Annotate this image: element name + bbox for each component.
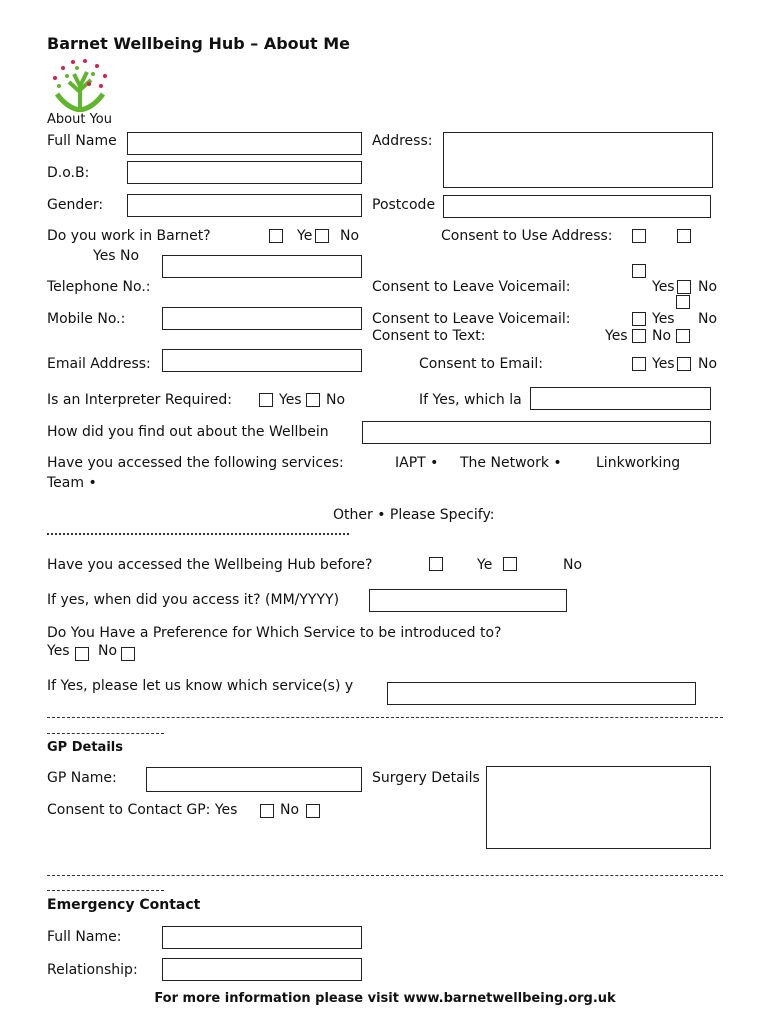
work-in-barnet-no-checkbox[interactable] [315, 229, 329, 243]
divider-1-wrap [47, 733, 164, 734]
consent-voicemail2-label: Consent to Leave Voicemail: [372, 311, 571, 327]
consent-voicemail-no-label: No [698, 279, 718, 295]
address-field[interactable] [443, 132, 713, 188]
which-services-label: If Yes, please let us know which service(s) y [47, 678, 354, 694]
which-language-field[interactable] [530, 387, 711, 410]
surgery-details-label: Surgery Details [372, 770, 480, 786]
other-specify-dotted-line[interactable] [47, 533, 349, 535]
service-linkworking: Linkworking [596, 455, 681, 471]
consent-email-yes-label: Yes [652, 356, 675, 372]
wrapped-yes-no-label: Yes No [93, 248, 140, 264]
full-name-field[interactable] [127, 132, 362, 155]
preference-yes-label: Yes [47, 643, 70, 659]
consent-voicemail-yes-label: Yes [652, 279, 675, 295]
other-specify-label: Other • Please Specify: [333, 507, 495, 523]
consent-text-label: Consent to Text: [372, 328, 486, 344]
accessed-hub-no-label: No [563, 557, 583, 573]
work-in-barnet-label: Do you work in Barnet? [47, 228, 211, 244]
divider-2 [47, 875, 723, 876]
work-in-barnet-no-label: No [340, 228, 360, 244]
services-accessed-label: Have you accessed the following services: [47, 455, 344, 471]
mobile-label: Mobile No.: [47, 311, 126, 327]
section-about-you: About You [47, 112, 112, 127]
accessed-hub-no-checkbox[interactable] [503, 557, 517, 571]
work-in-barnet-ye-label: Ye [297, 228, 313, 244]
gender-label: Gender: [47, 197, 104, 213]
preference-no-checkbox[interactable] [121, 647, 135, 661]
preference-label: Do You Have a Preference for Which Service to be introduced to? [47, 625, 502, 641]
consent-voicemail-no-checkbox[interactable] [676, 295, 690, 309]
consent-text-yes-label: Yes [605, 328, 628, 344]
email-field[interactable] [162, 349, 362, 372]
service-iapt: IAPT • [395, 455, 439, 471]
gp-name-label: GP Name: [47, 770, 117, 786]
page-title: Barnet Wellbeing Hub – About Me [47, 34, 351, 53]
consent-email-no-checkbox[interactable] [677, 357, 691, 371]
consent-voicemail-label: Consent to Leave Voicemail: [372, 279, 571, 295]
dob-field[interactable] [127, 161, 362, 184]
consent-text-yes-checkbox[interactable] [632, 329, 646, 343]
accessed-hub-label: Have you accessed the Wellbeing Hub before? [47, 557, 373, 573]
consent-gp-no-checkbox[interactable] [306, 804, 320, 818]
telephone-label: Telephone No.: [47, 279, 151, 295]
consent-address-label: Consent to Use Address: [441, 228, 613, 244]
tree-hands-logo-icon [47, 56, 113, 112]
dob-label: D.o.B: [47, 165, 90, 181]
consent-gp-label: Consent to Contact GP: Yes [47, 802, 238, 818]
gp-name-field[interactable] [146, 767, 362, 792]
consent-email-label: Consent to Email: [419, 356, 543, 372]
consent-gp-no-label: No [280, 802, 300, 818]
consent-voicemail2-yes-label: Yes [652, 311, 675, 327]
footer-text: For more information please visit www.barnetwellbeing.org.uk [154, 991, 616, 1006]
interpreter-label: Is an Interpreter Required: [47, 392, 232, 408]
work-in-barnet-yes-checkbox[interactable] [269, 229, 283, 243]
relationship-label: Relationship: [47, 962, 138, 978]
consent-email-yes-checkbox[interactable] [632, 357, 646, 371]
preference-yes-checkbox[interactable] [75, 647, 89, 661]
email-label: Email Address: [47, 356, 151, 372]
relationship-field[interactable] [162, 958, 362, 981]
telephone-field[interactable] [162, 255, 362, 278]
full-name-label: Full Name [47, 133, 117, 149]
interpreter-no-checkbox[interactable] [306, 393, 320, 407]
ec-full-name-field[interactable] [162, 926, 362, 949]
surgery-details-field[interactable] [486, 766, 711, 849]
interpreter-no-label: No [326, 392, 346, 408]
divider-2-wrap [47, 890, 164, 891]
postcode-field[interactable] [443, 195, 711, 218]
consent-text-no-checkbox[interactable] [676, 329, 690, 343]
consent-gp-yes-checkbox[interactable] [260, 804, 274, 818]
accessed-hub-yes-label: Ye [477, 557, 493, 573]
consent-address-yes-checkbox[interactable] [632, 229, 646, 243]
service-the-network: The Network • [460, 455, 562, 471]
how-find-field[interactable] [362, 421, 711, 444]
consent-address-no-checkbox[interactable] [677, 229, 691, 243]
emergency-contact-heading: Emergency Contact [47, 897, 201, 913]
consent-voicemail2-no-label: No [698, 311, 718, 327]
consent-voicemail-extra-checkbox[interactable] [632, 264, 646, 278]
gender-field[interactable] [127, 194, 362, 217]
consent-voicemail-yes-checkbox[interactable] [677, 280, 691, 294]
consent-voicemail2-yes-checkbox[interactable] [632, 312, 646, 326]
address-label: Address: [372, 133, 433, 149]
accessed-hub-yes-checkbox[interactable] [429, 557, 443, 571]
mobile-field[interactable] [162, 307, 362, 330]
consent-email-no-label: No [698, 356, 718, 372]
postcode-label: Postcode [372, 197, 436, 213]
consent-text-no-label: No [652, 328, 672, 344]
interpreter-yes-label: Yes [279, 392, 302, 408]
preference-no-label: No [98, 643, 118, 659]
gp-details-heading: GP Details [47, 740, 123, 755]
which-language-label: If Yes, which la [419, 392, 522, 408]
ec-full-name-label: Full Name: [47, 929, 122, 945]
when-access-field[interactable] [369, 589, 567, 612]
how-find-label: How did you find out about the Wellbein [47, 424, 329, 440]
when-access-label: If yes, when did you access it? (MM/YYYY) [47, 592, 340, 608]
which-services-field[interactable] [387, 682, 696, 705]
divider-1 [47, 717, 723, 718]
interpreter-yes-checkbox[interactable] [259, 393, 273, 407]
service-team: Team • [47, 475, 97, 491]
